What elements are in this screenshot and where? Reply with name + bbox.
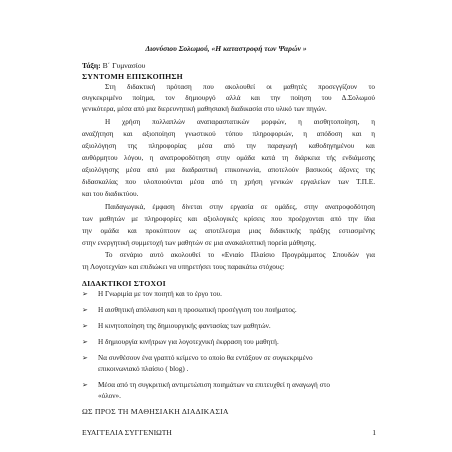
class-line [82,61,145,70]
arrow-bullet-icon: ➢ [82,306,88,314]
summary-line: και του διαδικτύου. [82,190,139,198]
arrow-bullet-icon: ➢ [82,338,88,346]
goal-item: ➢ Να συνθέσουν ένα γραπτό κείμενο το οποίο θα εντάξουν σε συγκεκριμένο [82,354,313,362]
approach-heading: ΩΣ ΠΡΟΣ ΤΗ ΜΑΘΗΣΙΑΚΗ ΔΙΑΔΙΚΑΣΙΑ [82,407,229,416]
page-footer [82,428,376,437]
goal-item-continuation: «όλον». [98,392,121,400]
goals-heading: ΔΙΔΑΚΤΙΚΟΙ ΣΤΟΧΟΙ [82,279,166,288]
goal-item: ➢ Η κινητοποίηση της δημιουργικής φαντασίας των μαθητών. [82,322,271,330]
class-value: Β΄ Γυμνασίου [100,61,146,70]
summary-line: Παιδαγωγικά, έμφαση δίνεται στην εργασία σε ομάδες, στην ανατροφοδότηση [105,203,375,211]
summary-line: των μαθητών με πληροφορίες και αξιολογικές κρίσεις που προέρχονται από την ίδια [82,215,375,223]
class-label: Τάξη: [82,61,101,70]
arrow-bullet-icon: ➢ [82,354,88,362]
summary-line: αξιολόγησης μέσα από μια διαδραστική επικοινωνία, αποτελούν βασικούς άξονες της [82,166,375,174]
summary-line: στην ενεργητική συμμετοχή των μαθητών σε μια ανακαλυπτική πορεία μάθησης. [82,239,317,247]
goal-item: ➢ Μέσα από τη συγκριτική αντιμετώπιση ποιημάτων να επιτευχθεί η αναγωγή στο [82,381,330,389]
summary-line: Στη διδακτική πρόταση που ακολουθεί οι μαθητές προσεγγίζουν το [105,83,375,91]
goal-item-continuation: επικοινωνιακό πλαίσιο ( blog) . [98,365,189,373]
summary-line: την ομάδα και προκύπτουν ως αποτέλεσμα μιας διδακτικής πράξης εστιασμένης [82,227,375,235]
summary-line: αξιολόγηση της πληροφορίας μέσα από την παραγωγή καθοδηγημένου και [82,142,375,150]
summary-line: Η χρήση πολλαπλών αναπαραστατικών μορφών, η αισθητοποίηση, η [105,118,375,126]
arrow-bullet-icon: ➢ [82,290,88,298]
summary-line: αναζήτηση και αξιοποίηση γνωστικού τύπου πληροφοριών, η απόδοση και η [82,130,375,138]
summary-line: αυθόρμητου λόγου, η ανατροφοδότηση στην ομάδα κατά τη διάρκεια τής ενδιάμεσης [82,154,375,162]
document-title: Διονύσιου Σολωμού, «Η καταστροφή των Ψαρών » [145,44,307,53]
page-number: 1 [372,428,376,437]
summary-heading: ΣΥΝΤΟΜΗ ΕΠΙΣΚΟΠΗΣΗ [82,72,183,81]
summary-line: Το σενάριο αυτό ακολουθεί το «Ενιαίο Πλαίσιο Προγράμματος Σπουδών για [105,251,375,259]
summary-line: διδασκαλίας που υλοποιούνται μέσα από τη χρήση γενικών εργαλείων των Τ.Π.Ε. [82,178,375,186]
summary-line: τη Λογοτεχνία» και επιδιώκει να υπηρετήσει τους παρακάτω στόχους: [82,263,285,271]
goal-item: ➢ Η αισθητική απόλαυση και η προσωπική προσέγγιση του ποιήματος. [82,306,297,314]
goal-item: ➢ Η δημιουργία κινήτρων για λογοτεχνική έκφραση του μαθητή. [82,338,279,346]
footer-author: ΕΥΑΓΓΕΛΙΑ ΣΥΓΓΕΝΙΩΤΗ [82,428,172,437]
goal-item: ➢ Η Γνωριμία με τον ποιητή και το έργο του. [82,290,222,298]
arrow-bullet-icon: ➢ [82,381,88,389]
arrow-bullet-icon: ➢ [82,322,88,330]
summary-line: συγκεκριμένο ποίημα, τον δημιουργό αλλά και την ποίηση του Δ.Σολωμού [82,94,375,102]
summary-line: γενικότερα, μέσα από μια διερευνητική μαθησιακή διαδικασία στο υλικό των πηγών. [82,105,327,113]
